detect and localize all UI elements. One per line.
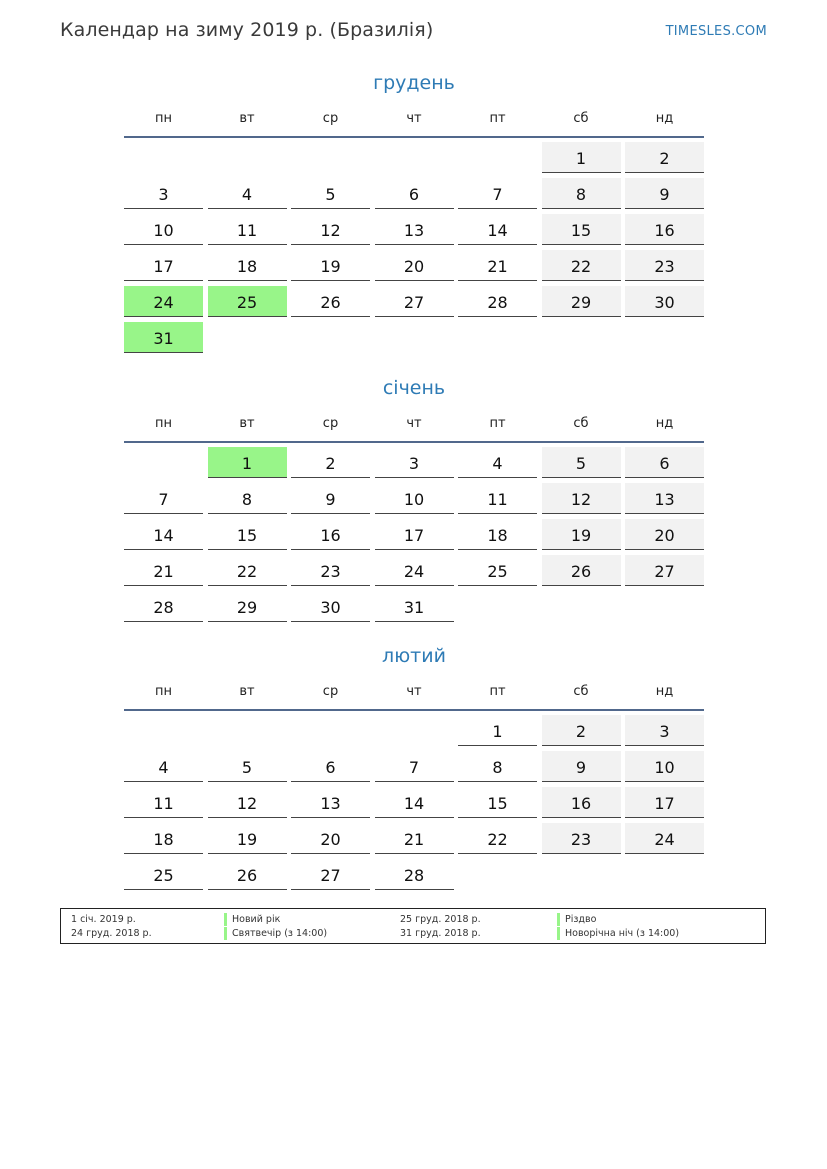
- day-cell: 11: [208, 214, 287, 245]
- day-cell: 10: [124, 214, 203, 245]
- month-title: лютий: [382, 645, 446, 667]
- day-cell: 28: [124, 591, 203, 622]
- legend-date: 1 січ. 2019 р.: [71, 914, 136, 925]
- day-cell: 15: [458, 787, 537, 818]
- day-cell: 10: [375, 483, 454, 514]
- day-cell: 29: [208, 591, 287, 622]
- day-cell: 7: [124, 483, 203, 514]
- day-cell: 16: [291, 519, 370, 550]
- day-cell: 8: [458, 751, 537, 782]
- weekday-label: сб: [573, 684, 589, 699]
- day-cell: 24: [625, 823, 704, 854]
- day-cell: 2: [542, 715, 621, 746]
- month-december: [124, 70, 704, 353]
- day-cell: 6: [375, 178, 454, 209]
- legend-holiday-name: Різдво: [557, 913, 596, 926]
- month-title: грудень: [373, 72, 455, 94]
- day-grid: [124, 447, 704, 622]
- day-cell: 22: [458, 823, 537, 854]
- day-cell: 19: [291, 250, 370, 281]
- weekday-label: вт: [239, 416, 255, 431]
- day-cell: 23: [542, 823, 621, 854]
- weekday-label: ср: [322, 684, 339, 699]
- day-cell: 17: [124, 250, 203, 281]
- day-cell: 4: [458, 447, 537, 478]
- day-grid: [124, 142, 704, 353]
- day-cell: 14: [124, 519, 203, 550]
- day-cell: 28: [458, 286, 537, 317]
- weekday-header: [124, 683, 704, 711]
- weekday-label: нд: [655, 684, 674, 699]
- day-cell: 15: [542, 214, 621, 245]
- day-cell: 13: [625, 483, 704, 514]
- day-cell: 13: [291, 787, 370, 818]
- weekday-label: чт: [406, 684, 422, 699]
- weekday-label: пн: [155, 111, 172, 126]
- empty-cell: [291, 142, 370, 173]
- day-cell: 8: [208, 483, 287, 514]
- weekday-header: [124, 110, 704, 138]
- day-cell: 23: [625, 250, 704, 281]
- day-cell: 9: [291, 483, 370, 514]
- day-cell: 5: [291, 178, 370, 209]
- day-cell: 7: [458, 178, 537, 209]
- day-cell: 18: [124, 823, 203, 854]
- empty-cell: [124, 715, 203, 746]
- day-cell: 25: [458, 555, 537, 586]
- day-cell: 5: [542, 447, 621, 478]
- legend-holiday-name: Новий рік: [224, 913, 280, 926]
- weekday-header: [124, 415, 704, 443]
- day-cell: 16: [542, 787, 621, 818]
- day-cell: 17: [625, 787, 704, 818]
- weekday-label: пн: [155, 684, 172, 699]
- holiday-day-cell: 25: [208, 286, 287, 317]
- empty-cell: [458, 142, 537, 173]
- day-cell: 27: [375, 286, 454, 317]
- day-cell: 21: [375, 823, 454, 854]
- day-cell: 21: [124, 555, 203, 586]
- empty-cell: [375, 142, 454, 173]
- day-cell: 14: [458, 214, 537, 245]
- day-cell: 12: [208, 787, 287, 818]
- holiday-legend: [60, 908, 766, 944]
- day-cell: 23: [291, 555, 370, 586]
- day-cell: 4: [124, 751, 203, 782]
- day-cell: 8: [542, 178, 621, 209]
- day-cell: 20: [625, 519, 704, 550]
- day-cell: 18: [458, 519, 537, 550]
- day-cell: 25: [124, 859, 203, 890]
- day-cell: 17: [375, 519, 454, 550]
- day-cell: 22: [542, 250, 621, 281]
- weekday-label: нд: [655, 416, 674, 431]
- day-cell: 14: [375, 787, 454, 818]
- day-cell: 29: [542, 286, 621, 317]
- day-cell: 26: [542, 555, 621, 586]
- day-cell: 9: [542, 751, 621, 782]
- legend-date: 24 груд. 2018 р.: [71, 928, 152, 939]
- legend-date: 25 груд. 2018 р.: [400, 914, 481, 925]
- weekday-label: вт: [239, 111, 255, 126]
- day-cell: 27: [625, 555, 704, 586]
- weekday-label: сб: [573, 416, 589, 431]
- weekday-label: чт: [406, 416, 422, 431]
- page-title: Календар на зиму 2019 р. (Бразилія): [60, 19, 434, 41]
- day-cell: 26: [208, 859, 287, 890]
- day-cell: 19: [542, 519, 621, 550]
- day-cell: 15: [208, 519, 287, 550]
- day-cell: 3: [124, 178, 203, 209]
- weekday-label: чт: [406, 111, 422, 126]
- day-cell: 12: [291, 214, 370, 245]
- day-cell: 5: [208, 751, 287, 782]
- weekday-label: вт: [239, 684, 255, 699]
- day-cell: 30: [291, 591, 370, 622]
- day-cell: 2: [291, 447, 370, 478]
- day-cell: 31: [375, 591, 454, 622]
- empty-cell: [124, 142, 203, 173]
- empty-cell: [208, 715, 287, 746]
- day-cell: 11: [124, 787, 203, 818]
- day-cell: 22: [208, 555, 287, 586]
- legend-row: [61, 927, 765, 940]
- weekday-label: пт: [489, 684, 506, 699]
- day-cell: 10: [625, 751, 704, 782]
- day-cell: 4: [208, 178, 287, 209]
- weekday-label: ср: [322, 416, 339, 431]
- day-grid: [124, 715, 704, 890]
- day-cell: 6: [625, 447, 704, 478]
- day-cell: 1: [458, 715, 537, 746]
- day-cell: 28: [375, 859, 454, 890]
- day-cell: 27: [291, 859, 370, 890]
- holiday-day-cell: 31: [124, 322, 203, 353]
- weekday-label: пт: [489, 416, 506, 431]
- day-cell: 6: [291, 751, 370, 782]
- day-cell: 20: [291, 823, 370, 854]
- empty-cell: [375, 715, 454, 746]
- day-cell: 1: [542, 142, 621, 173]
- month-title: січень: [382, 377, 446, 399]
- weekday-label: пн: [155, 416, 172, 431]
- day-cell: 30: [625, 286, 704, 317]
- day-cell: 13: [375, 214, 454, 245]
- day-cell: 7: [375, 751, 454, 782]
- empty-cell: [208, 142, 287, 173]
- day-cell: 11: [458, 483, 537, 514]
- day-cell: 3: [375, 447, 454, 478]
- legend-holiday-name: Святвечір (з 14:00): [224, 927, 327, 940]
- holiday-day-cell: 1: [208, 447, 287, 478]
- day-cell: 2: [625, 142, 704, 173]
- day-cell: 9: [625, 178, 704, 209]
- site-link[interactable]: TIMESLES.COM: [665, 24, 767, 39]
- weekday-label: ср: [322, 111, 339, 126]
- day-cell: 20: [375, 250, 454, 281]
- weekday-label: сб: [573, 111, 589, 126]
- day-cell: 18: [208, 250, 287, 281]
- weekday-label: пт: [489, 111, 506, 126]
- day-cell: 19: [208, 823, 287, 854]
- day-cell: 21: [458, 250, 537, 281]
- day-cell: 16: [625, 214, 704, 245]
- legend-row: [61, 913, 765, 926]
- month-january: [124, 375, 704, 622]
- day-cell: 24: [375, 555, 454, 586]
- day-cell: 26: [291, 286, 370, 317]
- legend-holiday-name: Новорічна ніч (з 14:00): [557, 927, 679, 940]
- day-cell: 12: [542, 483, 621, 514]
- legend-date: 31 груд. 2018 р.: [400, 928, 481, 939]
- empty-cell: [124, 447, 203, 478]
- day-cell: 3: [625, 715, 704, 746]
- empty-cell: [291, 715, 370, 746]
- holiday-day-cell: 24: [124, 286, 203, 317]
- month-february: [124, 643, 704, 890]
- weekday-label: нд: [655, 111, 674, 126]
